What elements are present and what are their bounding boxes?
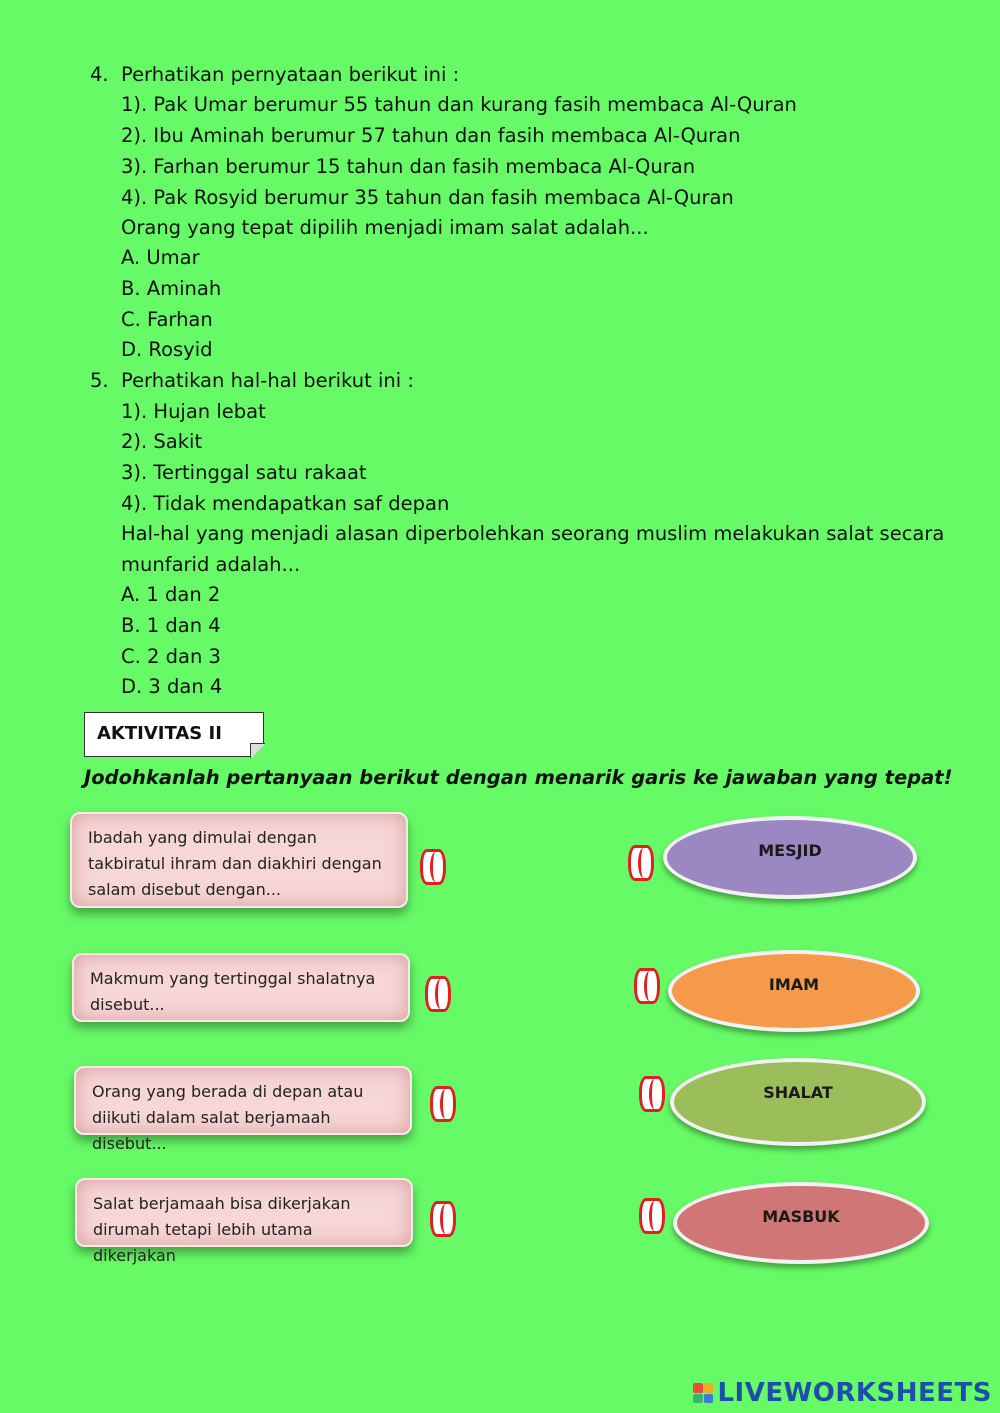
left-connector-dot[interactable] bbox=[420, 849, 446, 885]
question-5-option-c[interactable]: C. 2 dan 3 bbox=[121, 645, 221, 668]
right-connector-dot[interactable] bbox=[639, 1198, 665, 1234]
question-5-statement: 3). Tertinggal satu rakaat bbox=[121, 461, 367, 484]
answer-label: MESJID bbox=[758, 841, 822, 860]
question-5-option-a[interactable]: A. 1 dan 2 bbox=[121, 583, 221, 606]
liveworksheets-logo-icon bbox=[693, 1383, 713, 1403]
right-connector-dot[interactable] bbox=[628, 845, 654, 881]
question-4-option-a[interactable]: A. Umar bbox=[121, 246, 200, 269]
activity-title-box bbox=[84, 712, 264, 757]
question-4-statement: 3). Farhan berumur 15 tahun dan fasih membaca Al-Quran bbox=[121, 155, 696, 178]
match-question-text: Makmum yang tertinggal shalatnya disebut... bbox=[90, 969, 376, 1014]
question-4-statement: 4). Pak Rosyid berumur 35 tahun dan fasih membaca Al-Quran bbox=[121, 186, 734, 209]
answer-label: IMAM bbox=[768, 975, 820, 994]
question-4-text: Orang yang tepat dipilih menjadi imam salat adalah... bbox=[121, 216, 649, 239]
question-4-statement: 1). Pak Umar berumur 55 tahun dan kurang fasih membaca Al-Quran bbox=[121, 93, 797, 116]
match-question-text: Orang yang berada di depan atau diikuti dalam salat berjamaah disebut... bbox=[92, 1082, 364, 1153]
activity-title: AKTIVITAS II bbox=[97, 723, 222, 744]
question-4-option-d[interactable]: D. Rosyid bbox=[121, 338, 213, 361]
question-5-number: 5. bbox=[90, 369, 109, 392]
match-question-card bbox=[75, 1178, 413, 1265]
question-4-option-b[interactable]: B. Aminah bbox=[121, 277, 222, 300]
logo-text: LIVEWORKSHEETS bbox=[717, 1378, 992, 1408]
right-connector-dot[interactable] bbox=[634, 968, 660, 1004]
answer-label: SHALAT bbox=[763, 1083, 833, 1102]
question-4-statement: 2). Ibu Aminah berumur 57 tahun dan fasih membaca Al-Quran bbox=[121, 124, 741, 147]
answer-ellipse-shalat bbox=[670, 1058, 926, 1146]
answer-label: MASBUK bbox=[762, 1207, 840, 1226]
match-question-text: Salat berjamaah bisa dikerjakan dirumah tetapi lebih utama dikerjakan bbox=[93, 1194, 351, 1265]
question-4-prompt: Perhatikan pernyataan berikut ini : bbox=[121, 63, 460, 86]
question-5-statement: 4). Tidak mendapatkan saf depan bbox=[121, 492, 450, 515]
right-connector-dot[interactable] bbox=[639, 1076, 665, 1112]
question-4-option-c[interactable]: C. Farhan bbox=[121, 308, 213, 331]
page-fold-decoration bbox=[250, 743, 265, 758]
match-question-text: Ibadah yang dimulai dengan takbiratul ihram dan diakhiri dengan salam disebut dengan... bbox=[88, 828, 382, 899]
question-5-text: munfarid adalah... bbox=[121, 553, 301, 576]
question-5-statement: 1). Hujan lebat bbox=[121, 400, 266, 423]
activity-instruction: Jodohkanlah pertanyaan berikut dengan menarik garis ke jawaban yang tepat! bbox=[84, 766, 953, 789]
answer-ellipse-masbuk bbox=[673, 1182, 929, 1264]
answer-ellipse-imam bbox=[668, 950, 920, 1032]
question-5-option-d[interactable]: D. 3 dan 4 bbox=[121, 675, 223, 698]
question-5-prompt: Perhatikan hal-hal berikut ini : bbox=[121, 369, 414, 392]
left-connector-dot[interactable] bbox=[425, 976, 451, 1012]
question-5-statement: 2). Sakit bbox=[121, 430, 203, 453]
match-question-card bbox=[74, 1066, 412, 1153]
question-4-number: 4. bbox=[90, 63, 109, 86]
question-5-option-b[interactable]: B. 1 dan 4 bbox=[121, 614, 221, 637]
match-question-card bbox=[72, 953, 410, 1022]
liveworksheets-logo bbox=[693, 1379, 992, 1407]
left-connector-dot[interactable] bbox=[430, 1086, 456, 1122]
left-connector-dot[interactable] bbox=[430, 1201, 456, 1237]
match-question-card bbox=[70, 812, 408, 908]
question-5-text: Hal-hal yang menjadi alasan diperbolehkan seorang muslim melakukan salat secara bbox=[121, 522, 945, 545]
answer-ellipse-mesjid bbox=[663, 816, 917, 899]
